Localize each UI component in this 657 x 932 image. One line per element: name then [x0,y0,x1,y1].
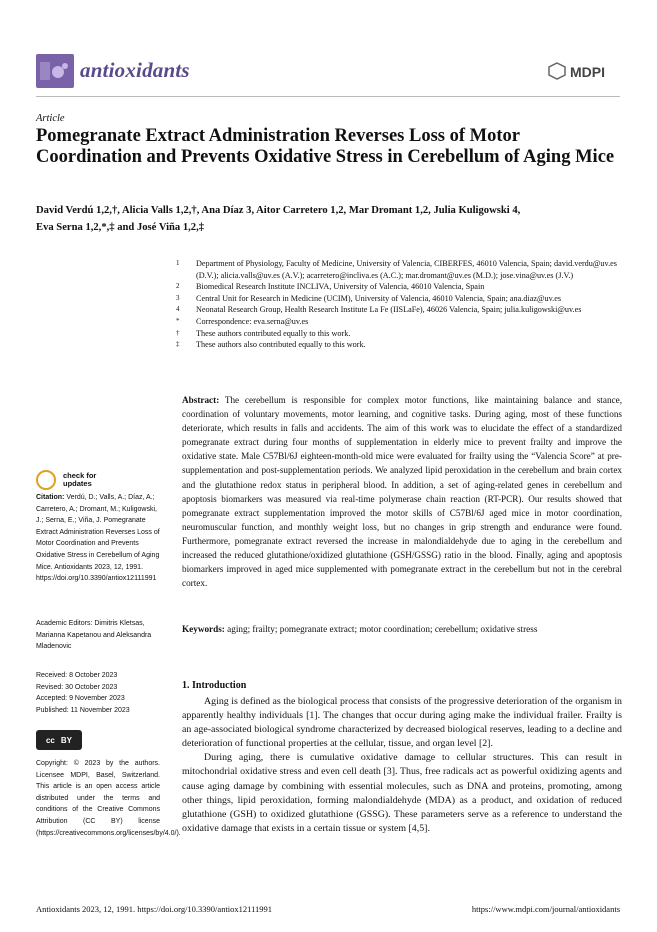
affiliation-item: † These authors contributed equally to this work. [176,328,351,338]
keywords-label: Keywords: [182,624,225,634]
affiliations [176,258,626,351]
footer-citation: Antioxidants 2023, 12, 1991. https://doi.org/10.3390/antiox12111991 [36,904,273,914]
article-title: Pomegranate Extract Administration Reverses Loss of Motor Coordination and Prevents Oxidative Stress in Cerebellum of Aging Mice [36,126,615,167]
intro-body [182,695,622,836]
page-footer [36,904,620,914]
paragraph: During aging, there is cumulative oxidative damage to cellular structures. This can result in mitochondrial oxidative stress and even cell death [3]. Thus, free radicals act as powerful oxidizing agents and cause aging damage by combining with essential molecules, such as DNA and proteins, promoting, among other things, lipid peroxidation, forming malondialdehyde (MDA) as a product, and oxidation of reduced glutathione (GSH) to oxidized glutathione (GSSG). These parameters serve as a reference to understand the oxidative damage that exists in a certain tissue or system [4,5]. [182,752,622,834]
copyright-notice: Copyright: © 2023 by the authors. Licensee MDPI, Basel, Switzerland. This article is an open access article distributed under the terms and conditions of the Creative Commons Attribution (CC BY) license (https://creativecommons.org/licenses/by/4.0/). [36,760,181,837]
header-rule [36,96,620,97]
cc-by-license-badge[interactable]: cc BY [36,730,82,750]
abstract [182,393,622,590]
abstract-text: The cerebellum is responsible for complex motor functions, like maintaining balance and stance, coordination of voluntary movements, motor learning, and cognitive tasks. During aging, most of these functions deteriorate, which results in falls and accidents. The aim of this work was to elucidate the effect of a standardized pomegranate extract during four months of supplementation in elderly mice to prevent frailty and improve the oxidative state. Male C57Bl/6J eighteen-month-old mice were evaluated for frailty using the “Valencia Score” at pre-supplementation and post-supplementation periods. We analyzed lipid peroxidation in the cerebellum and brain cortex and the glutathione redox status in peripheral blood. In addition, a set of aging-related genes in cerebellum and apoptosis biomarkers was measured via real-time polymerase chain reaction (RT-PCR). Our results showed that pomegranate extract supplementation improved the motor skills of C57Bl/6J aged mice in motor coordination, neuromuscular function, and monthly weight loss, but no changes in grip strength and endurance were found. Furthermore, pomegranate extract reversed the increase in malondialdehyde due to aging in the cerebellum and increased the reduced glutathione/oxidized glutathione (GSH/GSSG) ratio in the blood. Finally, aging and apoptosis biomarkers improved in aged mice supplemented with pomegranate extract in the cerebellum but not in the cerebral cortex. [182,395,622,589]
affiliation-item: 1 Department of Physiology, Faculty of Medicine, University of Valencia, CIBERFES, 46010 Valencia, Spain; david.verdu@uv.es (D.V.); alicia.valls@uv.es (A.V.); acarretero@incliva.es (A.C.); mar.dromant@uv.es (M.D.); jose.vina@uv.es (J.V.) [176,259,617,280]
check-for-updates-button[interactable]: check for updates [36,470,96,490]
academic-editors: Academic Editors: Dimitris Kletsas, Marianna Kapetanou and Aleksandra Mladenovic [36,620,152,651]
affiliation-item: 2 Biomedical Research Institute INCLIVA, University of Valencia, 46010 Valencia, Spain [176,282,485,292]
citation-block: Citation: Verdú, D.; Valls, A.; Díaz, A.; Carretero, A.; Dromant, M.; Kuligowski, J.; Serna, E.; Viña, J. Pomegranate Extract Administration Reverses Loss of Motor Coordination and Prevents Oxidative Stress in Cerebellum of Aging Mice. Antioxidants 2023, 12, 1991. https://doi.org/10.3390/antiox12111991 [36,494,160,583]
check-updates-icon [36,470,56,490]
journal-name: antioxidants [80,58,190,82]
affiliation-item: ‡ These authors also contributed equally to this work. [176,340,366,350]
keywords [182,624,622,634]
history-dates: Received: 8 October 2023 Revised: 30 October 2023 Accepted: 9 November 2023 Published: 11 November 2023 [36,672,130,714]
mdpi-logo-icon [548,62,566,80]
affiliation-item: 4 Neonatal Research Group, Health Research Institute La Fe (IISLaFe), 46026 Valencia, Spain; julia.kuligowski@uv.es [176,305,582,315]
affiliation-item: * Correspondence: eva.serna@uv.es [176,316,309,326]
authors-line-2: Eva Serna 1,2,*,‡ and José Viña 1,2,‡ [36,222,205,233]
affiliation-item: 3 Central Unit for Research in Medicine (UCIM), University of Valencia, 46010 Valencia, Spain; ana.diaz@uv.es [176,293,562,303]
publisher-name: MDPI [570,64,605,80]
journal-logo-icon [36,54,74,88]
section-heading: 1. Introduction [182,680,247,691]
author-list [36,202,626,236]
footer-journal-link[interactable]: https://www.mdpi.com/journal/antioxidants [471,904,620,914]
keywords-text: aging; frailty; pomegranate extract; motor coordination; cerebellum; oxidative stress [227,624,538,634]
paragraph: Aging is defined as the biological process that consists of the progressive deterioration of the organism in apparently healthy individuals [1]. The changes that occur during aging make the individual frailer. Frailty is an age-associated biological syndrome characterized by decreased biological reserves, leading to a decline and deterioration of functional properties at the cellular, tissue, and organ level [2]. [182,696,622,750]
authors-line-1: David Verdú 1,2,†, Alicia Valls 1,2,†, Ana Díaz 3, Aitor Carretero 1,2, Mar Dromant 1,2, Julia Kuligowski 4, [36,205,521,216]
abstract-label: Abstract: [182,395,220,405]
article-type: Article [36,113,65,124]
